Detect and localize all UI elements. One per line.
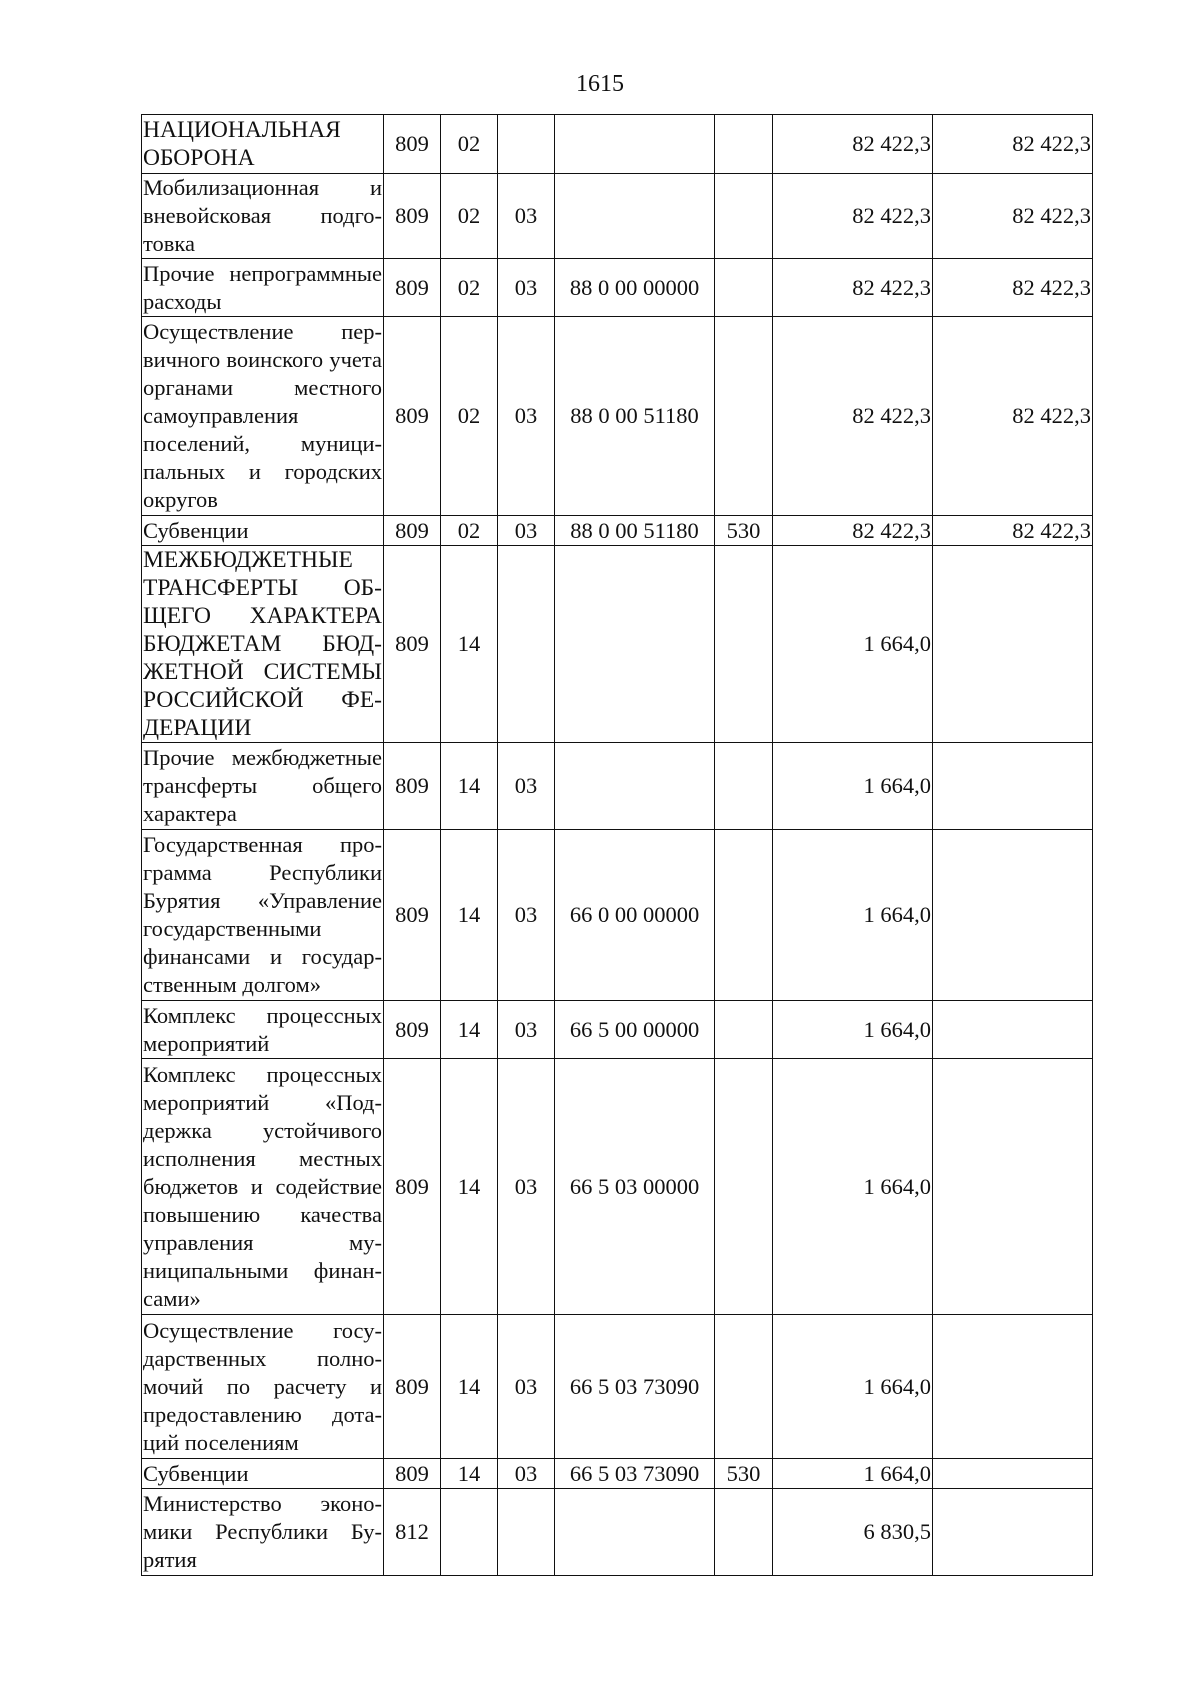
target-article-cell: 66 5 03 73090: [555, 1315, 715, 1459]
page-number: 1615: [576, 71, 624, 97]
amount-year-1-cell: 1 664,0: [773, 1059, 933, 1315]
subsection-code-cell: [498, 1489, 555, 1576]
ministry-code-cell: 809: [384, 1459, 441, 1489]
expense-type-cell: [715, 830, 773, 1001]
expense-type-cell: [715, 546, 773, 743]
amount-year-2-cell: [933, 546, 1093, 743]
row-name-cell: МЕЖБЮДЖЕТНЫЕ ТРАНСФЕРТЫ ОБЩЕГО ХАРАКТЕРА БЮДЖЕТАМ БЮДЖЕТНОЙ СИСТЕМЫ РОССИЙСКОЙ ФЕДЕРАЦИИ: [143, 547, 382, 741]
section-code-cell: 02: [441, 317, 498, 516]
expense-type-cell: [715, 259, 773, 317]
ministry-code-cell: 809: [384, 516, 441, 546]
amount-year-2-cell: [933, 1001, 1093, 1059]
target-article-cell: [555, 174, 715, 259]
amount-year-2-cell: [933, 1315, 1093, 1459]
amount-year-2-cell: [933, 830, 1093, 1001]
subsection-code-cell: 03: [498, 259, 555, 317]
amount-year-2-cell: 82 422,3: [933, 174, 1093, 259]
subsection-code-cell: 03: [498, 1001, 555, 1059]
amount-year-1-cell: 82 422,3: [773, 115, 933, 174]
amount-year-1-cell: 82 422,3: [773, 174, 933, 259]
table-row: [142, 516, 1093, 546]
expense-type-cell: [715, 1059, 773, 1315]
section-code-cell: 14: [441, 1315, 498, 1459]
table-row: [142, 1315, 1093, 1459]
target-article-cell: 66 0 00 00000: [555, 830, 715, 1001]
expense-type-cell: [715, 1315, 773, 1459]
expense-type-cell: [715, 115, 773, 174]
ministry-code-cell: 809: [384, 317, 441, 516]
expense-type-cell: [715, 1001, 773, 1059]
budget-table: [141, 114, 1093, 1576]
section-code-cell: 14: [441, 743, 498, 830]
target-article-cell: 66 5 03 00000: [555, 1059, 715, 1315]
row-name-cell: Субвенции: [142, 1459, 384, 1489]
table-row: [142, 1059, 1093, 1315]
amount-year-1-cell: 1 664,0: [773, 830, 933, 1001]
section-code-cell: 14: [441, 546, 498, 743]
target-article-cell: 66 5 03 73090: [555, 1459, 715, 1489]
row-name-cell: Субвенции: [142, 516, 384, 546]
subsection-code-cell: 03: [498, 317, 555, 516]
subsection-code-cell: [498, 115, 555, 174]
target-article-cell: [555, 115, 715, 174]
subsection-code-cell: 03: [498, 1315, 555, 1459]
ministry-code-cell: 809: [384, 1059, 441, 1315]
subsection-code-cell: [498, 546, 555, 743]
table-row: [142, 174, 1093, 259]
table-row: [142, 830, 1093, 1001]
table-row: [142, 317, 1093, 516]
amount-year-2-cell: 82 422,3: [933, 516, 1093, 546]
ministry-code-cell: 812: [384, 1489, 441, 1576]
subsection-code-cell: 03: [498, 830, 555, 1001]
row-name-cell: Комплекс процессных мероприятий «Поддержка устойчивого исполнения местных бюджетов и содействие повышению качества управления муниципальными финансами»: [142, 1059, 384, 1315]
amount-year-2-cell: [933, 1459, 1093, 1489]
subsection-code-cell: 03: [498, 1459, 555, 1489]
amount-year-2-cell: [933, 1059, 1093, 1315]
amount-year-1-cell: 1 664,0: [773, 1459, 933, 1489]
row-name-cell: Государственная программа Республики Бурятия «Управление государственными финансами и государственным долгом»: [142, 830, 384, 1001]
amount-year-2-cell: [933, 1489, 1093, 1576]
row-name-cell: Мобилизационная и вневойсковая подготовка: [142, 174, 384, 259]
row-name-cell: Прочие межбюджетные трансферты общего характера: [142, 743, 384, 830]
section-code-cell: 14: [441, 1001, 498, 1059]
row-name-cell: Прочие непрограммные расходы: [142, 259, 384, 317]
table-row: [142, 1001, 1093, 1059]
target-article-cell: 88 0 00 51180: [555, 317, 715, 516]
expense-type-cell: [715, 743, 773, 830]
table-row: [142, 743, 1093, 830]
table-row: [142, 1489, 1093, 1576]
ministry-code-cell: 809: [384, 1001, 441, 1059]
table-row: [142, 115, 1093, 174]
amount-year-1-cell: 1 664,0: [773, 1001, 933, 1059]
target-article-cell: 88 0 00 51180: [555, 516, 715, 546]
section-code-cell: 14: [441, 1459, 498, 1489]
subsection-code-cell: 03: [498, 743, 555, 830]
ministry-code-cell: 809: [384, 259, 441, 317]
subsection-code-cell: 03: [498, 174, 555, 259]
amount-year-1-cell: 82 422,3: [773, 317, 933, 516]
ministry-code-cell: 809: [384, 1315, 441, 1459]
table-body: [142, 115, 1093, 1576]
row-name-cell: Министерство экономики Республики Бурятия: [142, 1489, 384, 1576]
target-article-cell: [555, 546, 715, 743]
table-row: [142, 1459, 1093, 1489]
section-code-cell: 02: [441, 259, 498, 317]
section-code-cell: 14: [441, 1059, 498, 1315]
expense-type-cell: [715, 317, 773, 516]
amount-year-1-cell: 82 422,3: [773, 516, 933, 546]
amount-year-2-cell: 82 422,3: [933, 115, 1093, 174]
expense-type-cell: 530: [715, 516, 773, 546]
row-name-cell: Осуществление государственных полномочий по расчету и предоставлению дотаций поселениям: [142, 1315, 384, 1459]
ministry-code-cell: 809: [384, 174, 441, 259]
ministry-code-cell: 809: [384, 546, 441, 743]
expense-type-cell: 530: [715, 1459, 773, 1489]
ministry-code-cell: 809: [384, 830, 441, 1001]
section-code-cell: 02: [441, 516, 498, 546]
table-row: [142, 546, 1093, 743]
amount-year-2-cell: 82 422,3: [933, 259, 1093, 317]
row-name-cell: НАЦИОНАЛЬНАЯ ОБОРОНА: [142, 115, 384, 174]
ministry-code-cell: 809: [384, 115, 441, 174]
amount-year-2-cell: 82 422,3: [933, 317, 1093, 516]
amount-year-1-cell: 1 664,0: [773, 546, 933, 743]
row-name-cell: Осуществление первичного воинского учета органами местного самоуправления поселений, муниципальных и городских округов: [142, 317, 384, 516]
amount-year-1-cell: 1 664,0: [773, 743, 933, 830]
expense-type-cell: [715, 174, 773, 259]
target-article-cell: 66 5 00 00000: [555, 1001, 715, 1059]
section-code-cell: 02: [441, 115, 498, 174]
section-code-cell: [441, 1489, 498, 1576]
target-article-cell: 88 0 00 00000: [555, 259, 715, 317]
row-name-cell: Комплекс процессных мероприятий: [142, 1001, 384, 1059]
amount-year-1-cell: 6 830,5: [773, 1489, 933, 1576]
target-article-cell: [555, 743, 715, 830]
section-code-cell: 14: [441, 830, 498, 1001]
section-code-cell: 02: [441, 174, 498, 259]
amount-year-1-cell: 1 664,0: [773, 1315, 933, 1459]
table-row: [142, 259, 1093, 317]
ministry-code-cell: 809: [384, 743, 441, 830]
amount-year-1-cell: 82 422,3: [773, 259, 933, 317]
amount-year-2-cell: [933, 743, 1093, 830]
subsection-code-cell: 03: [498, 516, 555, 546]
expense-type-cell: [715, 1489, 773, 1576]
subsection-code-cell: 03: [498, 1059, 555, 1315]
target-article-cell: [555, 1489, 715, 1576]
